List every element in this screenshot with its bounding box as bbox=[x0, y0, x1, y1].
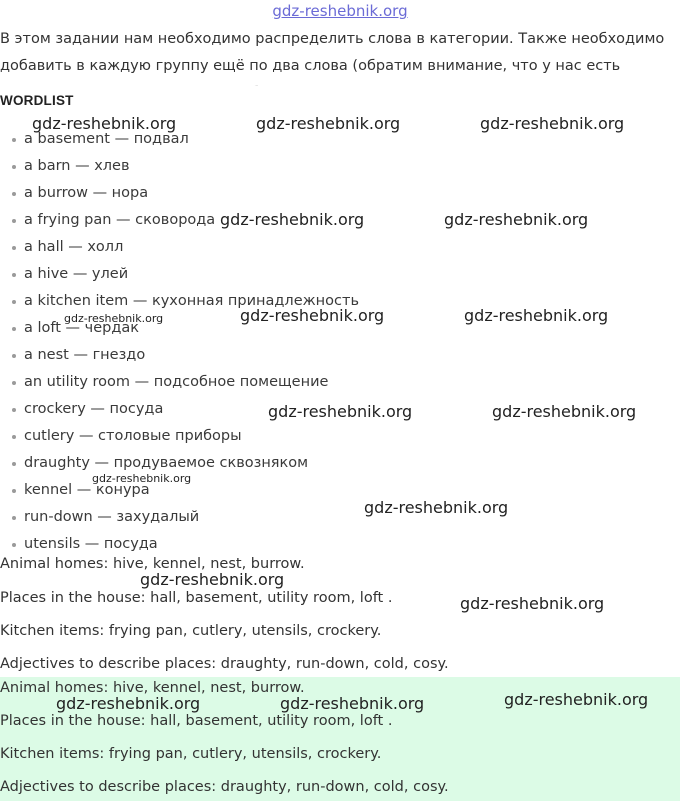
answer-places-in-house: Places in the house: hall, basement, utility room, loft . bbox=[0, 590, 393, 606]
bullet-icon bbox=[12, 435, 16, 439]
bullet-icon bbox=[12, 462, 16, 466]
word-list-item bbox=[0, 342, 359, 369]
word-list-item-text: a loft — чердак bbox=[24, 320, 140, 336]
watermark: gdz-reshebnik.org bbox=[492, 402, 637, 421]
watermark: gdz-reshebnik.org bbox=[364, 498, 509, 517]
bullet-icon bbox=[12, 543, 16, 547]
bullet-icon bbox=[12, 192, 16, 196]
answer-animal-homes: Animal homes: hive, kennel, nest, burrow. bbox=[0, 556, 305, 572]
bullet-icon bbox=[12, 489, 16, 493]
watermark: gdz-reshebnik.org bbox=[480, 114, 625, 133]
word-list-item-text: utensils — посуда bbox=[24, 536, 158, 552]
bullet-icon bbox=[12, 273, 16, 277]
answer-places-in-house: Places in the house: hall, basement, utility room, loft . bbox=[0, 713, 393, 729]
answer-kitchen-items: Kitchen items: frying pan, cutlery, utensils, crockery. bbox=[0, 623, 382, 639]
answer-adjectives: Adjectives to describe places: draughty, run-down, cold, cosy. bbox=[0, 656, 449, 672]
word-list-item-text: kennel — конура bbox=[24, 482, 150, 498]
word-list-item bbox=[0, 261, 359, 288]
watermark: gdz-reshebnik.org bbox=[240, 306, 385, 325]
word-list-item bbox=[0, 504, 359, 531]
watermark: gdz-reshebnik.org bbox=[504, 690, 649, 709]
bullet-icon bbox=[12, 219, 16, 223]
word-list-item bbox=[0, 153, 359, 180]
word-list-item-text: an utility room — подсобное помещение bbox=[24, 374, 329, 390]
word-list-item-text: draughty — продуваемое сквозняком bbox=[24, 455, 309, 471]
watermark: gdz-reshebnik.org bbox=[464, 306, 609, 325]
word-list-item-text: a hall — холл bbox=[24, 239, 124, 255]
answer-adjectives: Adjectives to describe places: draughty, run-down, cold, cosy. bbox=[0, 779, 449, 795]
word-list-item bbox=[0, 423, 359, 450]
answer-animal-homes: Animal homes: hive, kennel, nest, burrow. bbox=[0, 680, 305, 696]
wordlist-title: WORDLIST bbox=[0, 93, 74, 108]
site-header-link[interactable]: gdz-reshebnik.org bbox=[272, 2, 408, 20]
bullet-icon bbox=[12, 165, 16, 169]
watermark: gdz-reshebnik.org bbox=[220, 210, 365, 229]
watermark: gdz-reshebnik.org bbox=[56, 694, 201, 713]
answer-kitchen-items: Kitchen items: frying pan, cutlery, utensils, crockery. bbox=[0, 746, 382, 762]
watermark: gdz-reshebnik.org bbox=[268, 402, 413, 421]
word-list-item-text: cutlery — столовые приборы bbox=[24, 428, 242, 444]
word-list-item-text: a kitchen item — кухонная принадлежность bbox=[24, 293, 360, 309]
bullet-icon bbox=[12, 381, 16, 385]
bullet-icon bbox=[12, 300, 16, 304]
watermark: gdz-reshebnik.org bbox=[92, 472, 192, 485]
watermark: gdz-reshebnik.org bbox=[140, 570, 285, 589]
word-list bbox=[0, 126, 359, 558]
intro-text: В этом задании нам необходимо распределить слова в категории. Также необходимо добавить в каждую группу ещё по два слова (обратим внимание, что у нас есть bbox=[0, 31, 665, 74]
bullet-icon bbox=[12, 408, 16, 412]
bullet-icon bbox=[12, 516, 16, 520]
watermark: gdz-reshebnik.org bbox=[280, 694, 425, 713]
watermark: gdz-reshebnik.org bbox=[444, 210, 589, 229]
word-list-item-text: a burrow — нора bbox=[24, 185, 149, 201]
watermark: gdz-reshebnik.org bbox=[256, 114, 401, 133]
word-list-item bbox=[0, 180, 359, 207]
word-list-item-text: run-down — захудалый bbox=[24, 509, 200, 525]
word-list-item-text: a basement — подвал bbox=[24, 131, 189, 147]
bullet-icon bbox=[12, 138, 16, 142]
bullet-icon bbox=[12, 327, 16, 331]
bullet-icon bbox=[12, 246, 16, 250]
word-list-item bbox=[0, 234, 359, 261]
watermark: gdz-reshebnik.org bbox=[64, 312, 164, 325]
word-list-item bbox=[0, 531, 359, 558]
word-list-item-text: a frying pan — сковорода bbox=[24, 212, 216, 228]
bullet-icon bbox=[12, 354, 16, 358]
word-list-item bbox=[0, 369, 359, 396]
word-list-item-text: a hive — улей bbox=[24, 266, 129, 282]
watermark: gdz-reshebnik.org bbox=[460, 594, 605, 613]
word-list-item-text: a nest — гнездо bbox=[24, 347, 146, 363]
word-list-item-text: crockery — посуда bbox=[24, 401, 164, 417]
watermark: gdz-reshebnik.org bbox=[32, 114, 177, 133]
word-list-item-text: a barn — хлев bbox=[24, 158, 130, 174]
